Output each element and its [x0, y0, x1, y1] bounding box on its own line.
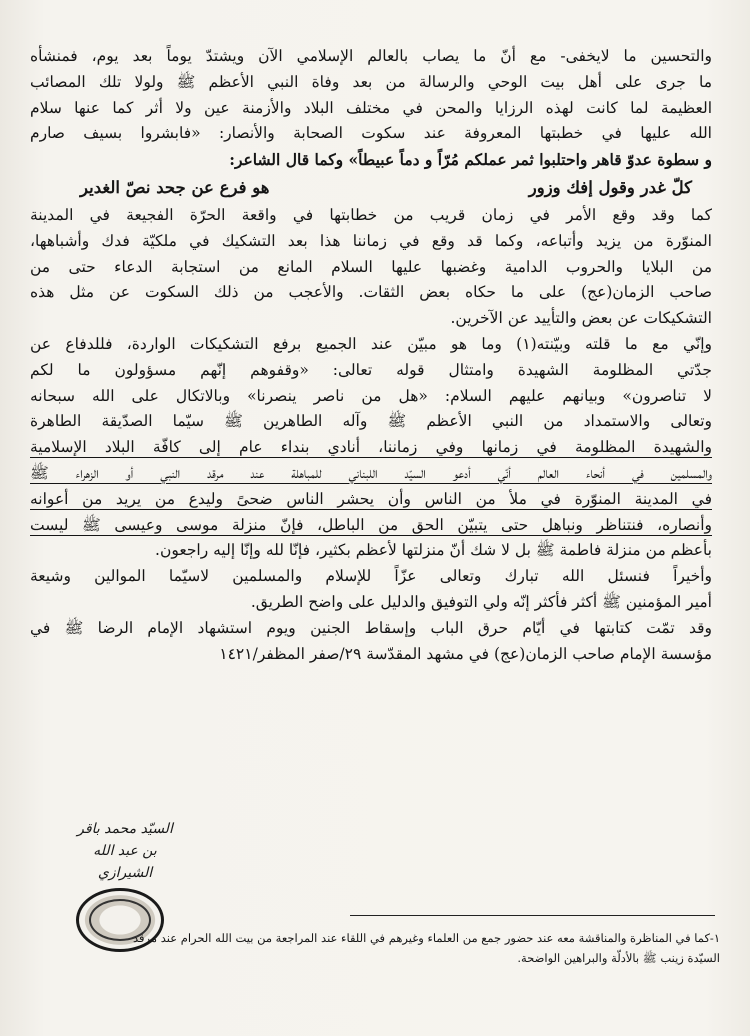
text-line-underlined: في المدينة المنوّرة في ملأ من الناس وأن يحشر الناس ضحىً وليدع من يريد من أعوانه: [30, 489, 712, 508]
body-text: [30, 44, 712, 667]
verse-second-hemistich: هو فرع عن جحد نصّ الغدير: [80, 177, 270, 197]
text-line: وتعالى والاستمداد من النبي الأعظم ﷺ وآله الطاهرين ﷺ سيّما الصدّيقة الطاهرة: [30, 412, 712, 431]
text-line: المنوّرة من يزيد وأتباعه، وكما قد وقع في زماننا هذا بعد التشكيك في ملكيّة فدك وأشباهها،: [30, 231, 712, 250]
text-line: وإنّي مع ما قلته وبيّنته(١) وما هو مبيّن عند الجميع برفع التشكيكات الواردة، فللدفاع عن: [30, 334, 712, 353]
text-line: ما جرى على أهل بيت الوحي والرسالة من بعد وفاة النبي الأعظم ﷺ ولولا تلك المصائب: [30, 72, 712, 91]
poetry-verse: [30, 173, 712, 203]
signature-line: السيّد محمد باقر بن عبد الله: [77, 821, 173, 859]
paragraph-4: [30, 564, 712, 616]
footnote-divider: [350, 915, 715, 916]
text-line: التشكيكات عن بعض والتأييد عن الآخرين.: [450, 309, 712, 328]
signature-line: الشيرازي: [97, 865, 153, 881]
text-line: و سطوة عدوّ قاهر واحتلبوا ثمر عملكم مُرّاً و دماً عبيطاً» وكما قال الشاعر:: [229, 150, 712, 170]
footnote: [30, 928, 720, 968]
text-line-underlined: والمسلمين في أنحاء العالم أنّي أدعو السيّد اللبناني للمباهلة عند مرقد النبي أو الزهراء ﷺ: [30, 463, 712, 482]
text-line-underlined: والشهيدة المظلومة في زمانها وفي زماننا، أنادي بنداء عام إلى كافّة البلاد الإسلامية: [30, 438, 712, 457]
text-line: من البلايا والحروب الدامية وغضبها عليها السلام المانع من استجابة الدعاء حتى من: [30, 257, 712, 276]
paragraph-5: [30, 616, 712, 668]
text-line-underlined: وأنصاره، فنتناظر ونباهل حتى يتبيّن الحق من الباطل، فإنّ منزلة موسى وعيسى ﷺ ليست: [30, 515, 712, 534]
text-line: مؤسسة الإمام صاحب الزمان(عج) في مشهد المقدّسة ٢٩/صفر المظفر/١٤٢١: [219, 644, 712, 663]
paragraph-2: [30, 203, 712, 332]
footnote-line: السيّدة زينب ﷺ بالأدلّة والبراهين الواضحة.: [517, 951, 720, 965]
text-line: وقد تمّت كتابتها في أيّام حرق الباب وإسقاط الجنين ويوم استشهاد الإمام الرضا ﷺ في: [30, 618, 712, 637]
text-line: والتحسين ما لايخفى- مع أنّ ما يصاب بالعالم الإسلامي الآن ويشتدّ يوماً بعد يوم، فمنشأه: [30, 47, 712, 65]
verse-first-hemistich: كلّ غدر وقول إفك وزور: [528, 177, 692, 197]
text-line: لا تناصرون» وبيانهم عليهم السلام: «هل من ناصر ينصرنا» وبالاتكال على الله سبحانه: [30, 386, 712, 405]
paragraph-3: [30, 332, 712, 564]
text-line: صاحب الزمان(عج) على ما حكاه بعض الثقات. والأعجب من ذلك السكوت عن مثل هذه: [30, 283, 712, 302]
footnote-line: ١-كما في المناظرة والمناقشة معه عند حضور جمع من العلماء وغيرهم في اللقاء عند المراجعة من بيت الله الحرام عند مرقد: [133, 931, 720, 945]
text-line: كما وقد وقع الأمر في زمان قريب من خطابتها في واقعة الحرّة الفجيعة في المدينة: [30, 205, 712, 224]
text-line: بأعظم من منزلة فاطمة ﷺ بل لا شك أنّ منزلتها لأعظم بكثير، فإنّا لله وإنّا إليه راجعون.: [155, 541, 712, 560]
paragraph-1: [30, 44, 712, 173]
text-line: أمير المؤمنين ﷺ أكثر فأكثر إنّه ولي التوفيق والدليل على واضح الطريق.: [250, 592, 712, 611]
text-line: العظيمة لما كانت لهذه الرزايا والمحن في مختلف البلاد والأزمنة عين ولا أثر كما عنها سلام: [30, 98, 712, 117]
text-line: وأخيراً فنسئل الله تبارك وتعالى عزّاً للإسلام والمسلمين لاسيّما الموالين وشيعة: [30, 567, 712, 586]
text-line: جدّتي المظلومة الشهيدة وامتثال قوله تعالى: «وقفوهم إنّهم مسؤولون ما لكم: [30, 360, 712, 379]
text-line: الله عليها في خطبتها المعروفة عند سكوت الصحابة والأنصار: «فابشروا بسيف صارم: [30, 124, 712, 143]
